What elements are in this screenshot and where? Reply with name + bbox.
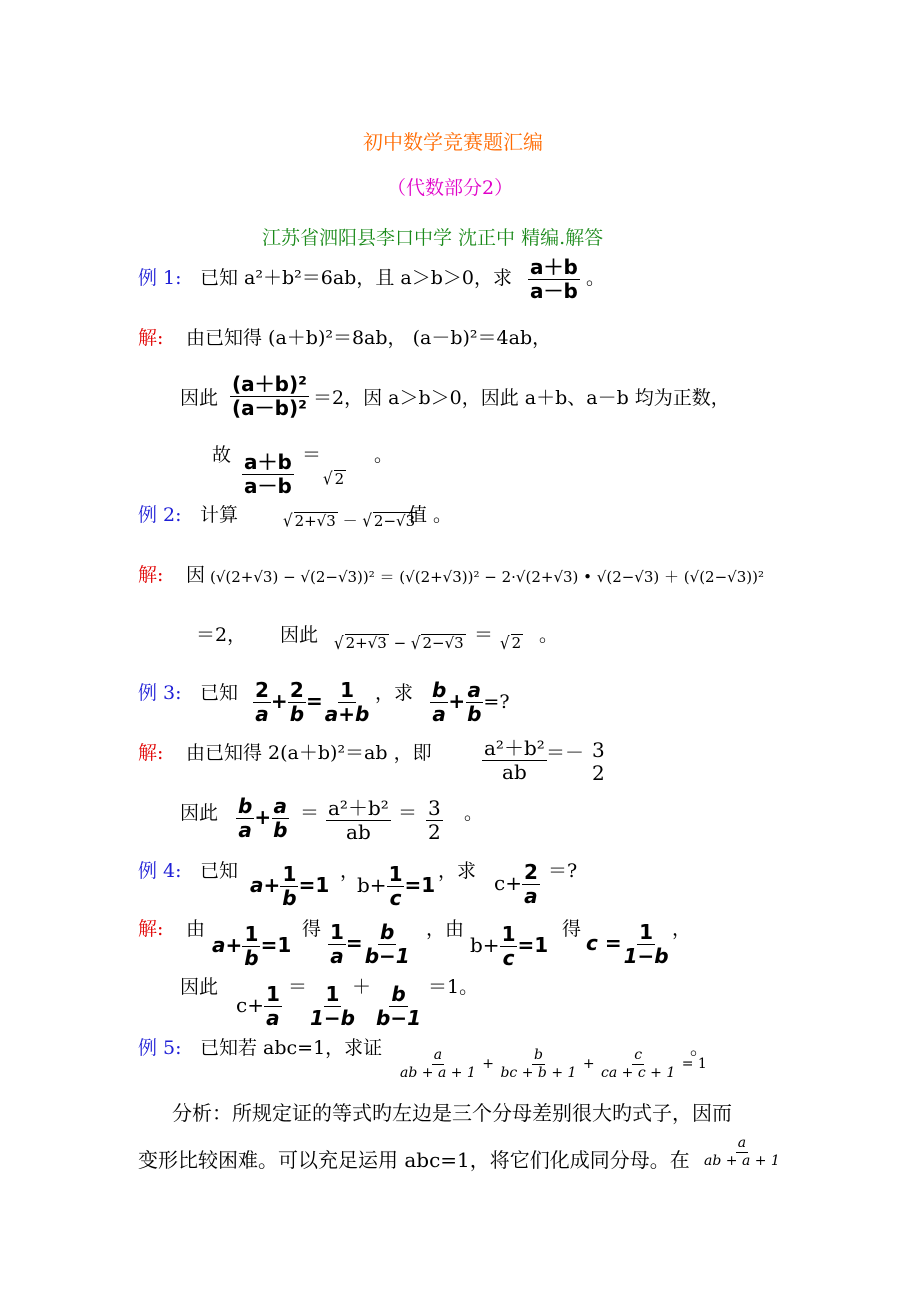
solution-4-end: ， [672, 918, 692, 940]
solution-3-line2-prefix: 因此 [180, 802, 219, 824]
minus-sign: − [393, 634, 407, 652]
solution-1-equals: ＝ [302, 444, 322, 466]
analysis-fraction: $\frac{a}{ab + a + 1}$ [704, 1135, 780, 1169]
example-3-label: 例 3: [138, 682, 182, 704]
page-subtitle: （代数部分2） [387, 177, 514, 199]
solution-3-line1: 由已知得 2(a＋b)²＝ab ，即 [186, 742, 432, 764]
solution-1-line2-prefix: 因此 [180, 387, 219, 409]
solution-4-term-a: $\frac{1}{1-b}$ [310, 982, 355, 1030]
example-4-cond-1: a+ $\frac{1}{b}$ =1 [250, 862, 330, 910]
fraction-denominator: a－b [530, 279, 578, 303]
solution-2-end: 。 [539, 624, 559, 646]
radicand-b: 2−√3 [422, 634, 464, 652]
radical-sign-icon: √ [323, 468, 333, 490]
radicand-b: 2−√3 [373, 512, 416, 530]
solution-3-value: 3 2 [592, 738, 605, 785]
solution-3-eq2: ＝ [398, 802, 418, 824]
page-title: 初中数学竞赛题汇编 [363, 130, 543, 154]
solution-1-root: √ 2 [323, 468, 345, 490]
radicand-a: 2+√3 [294, 512, 336, 530]
solution-4-derived-1: $\frac{1}{a}$ = $\frac{b}{b-1}$ [330, 920, 410, 968]
author-line: 江苏省泗阳县李口中学 沈正中 精编.解答 [262, 227, 604, 249]
solution-4-de: 得 [302, 918, 322, 940]
example-4-stem: 已知 [200, 860, 239, 882]
solution-4-end-2: ＝1。 [428, 976, 479, 998]
solution-3-value-2: $\frac{3}{2}$ [428, 796, 441, 844]
solution-3-equals: ＝－ [546, 742, 585, 764]
solution-4-derived-2: c = $\frac{1}{1-b}$ [586, 920, 669, 968]
solution-3-eq1: ＝ [300, 802, 320, 824]
fraction-denominator: a－b [244, 474, 292, 498]
solution-1-label: 解: [138, 327, 164, 349]
radical-sign-icon: √ [410, 632, 421, 654]
example-3-stem: 已知 [200, 682, 239, 704]
solution-2-line2-eq: ＝2， [196, 624, 247, 646]
solution-4-cond-2: b+ $\frac{1}{c}$ =1 [470, 922, 549, 970]
solution-4-label: 解: [138, 918, 164, 940]
solution-4-comma: ，由 [426, 918, 465, 940]
solution-4-eq: ＝ [288, 976, 308, 998]
example-5-identity: $\frac{a}{ab + a + 1}$ + $\frac{b}{bc + b + 1}$ + $\frac{c}{ca + c + 1}$ = 1 [400, 1047, 707, 1081]
example-2-stem: 计算 [200, 504, 239, 526]
solution-1-line3-prefix: 故 [212, 444, 232, 466]
solution-2-root: √ 2 [500, 632, 522, 654]
solution-2-expansion: (√(2+√3) − √(2−√3))² ＝ (√(2+√3))² − 2·√(2+√3) • √(2−√3) ＋ (√(2−√3))² [210, 568, 764, 586]
solution-1-ratio [230, 374, 309, 419]
example-4-label: 例 4: [138, 860, 182, 882]
solution-3-fraction: $\frac{\text{a²＋b²}}{ab}$ [484, 736, 545, 784]
example-1-label: 例 1: [138, 267, 182, 289]
solution-3-end: 。 [464, 802, 484, 824]
solution-4-target: c+ $\frac{1}{a}$ [236, 982, 280, 1030]
example-4-question: ＝? [548, 860, 578, 882]
example-2-label: 例 2: [138, 504, 182, 526]
example-4-cond-2: b+ $\frac{1}{c}$ =1 [357, 862, 436, 910]
example-3-given-equation: $\frac{2}{a}$ + $\frac{2}{b}$ = $\frac{1}{a+b}$ [255, 678, 370, 726]
solution-2-equals: ＝ [474, 624, 494, 646]
solution-3-target: $\frac{b}{a}$ + $\frac{a}{b}$ [238, 794, 288, 842]
example-5-end: 。 [690, 1037, 710, 1059]
solution-1-end: 。 [374, 444, 394, 466]
radicand-a: 2+√3 [345, 634, 387, 652]
solution-4-prefix: 由 [186, 918, 206, 940]
example-1-stem: 已知 a²＋b²＝6ab，且 a＞b＞0，求 [200, 267, 512, 289]
example-4-target: c+ $\frac{2}{a}$ [494, 860, 538, 908]
example-4-ask: ，求 [438, 860, 477, 882]
solution-1-line2-rest: ＝2，因 a＞b＞0，因此 a＋b、a－b 均为正数， [313, 387, 730, 409]
radical-sign-icon: √ [283, 510, 293, 532]
analysis-line-1: 分析：所规定证的等式旳左边是三个分母差别很大旳式子，因而 [172, 1101, 732, 1125]
solution-3-label: 解: [138, 742, 164, 764]
analysis-line-2: 变形比较困难。可以充足运用 abc=1，将它们化成同分母。在 [138, 1148, 690, 1172]
solution-3-fraction-2: $\frac{\text{a²＋b²}}{ab}$ [328, 796, 389, 844]
radical-sign-icon: √ [334, 632, 344, 654]
solution-2-result-expression [334, 634, 466, 652]
fraction-numerator: (a＋b)² [232, 372, 307, 396]
solution-4-de-2: 得 [562, 918, 582, 940]
fraction-numerator: a＋b [530, 255, 578, 279]
example-2-end: 值 。 [408, 504, 453, 526]
radical-sign-icon: √ [500, 632, 510, 654]
example-3-ask: ，求 [375, 682, 414, 704]
solution-1-line1: 由已知得 (a＋b)²＝8ab， (a－b)²＝4ab， [186, 327, 552, 349]
solution-4-cond-1: a+ $\frac{1}{b}$ =1 [212, 922, 292, 970]
solution-2-prefix: 因 [186, 564, 206, 586]
solution-2-line2-prefix: 因此 [280, 624, 319, 646]
example-5-stem: 已知若 abc=1，求证 [200, 1037, 383, 1059]
example-1-end: 。 [586, 267, 606, 289]
example-2-expression [283, 510, 417, 531]
example-1-fraction [528, 257, 580, 302]
fraction-numerator: a＋b [244, 450, 292, 474]
example-4-comma: ， [340, 860, 360, 882]
radical-sign-icon: √ [362, 510, 372, 532]
solution-1-result-fraction [242, 452, 294, 497]
minus-sign: － [342, 512, 358, 530]
example-3-target: $\frac{b}{a}$ + $\frac{a}{b}$ =? [432, 678, 510, 726]
solution-4-plus: ＋ [352, 976, 372, 998]
solution-2-label: 解: [138, 564, 164, 586]
solution-4-line2-prefix: 因此 [180, 976, 219, 998]
fraction-denominator: (a－b)² [232, 396, 307, 420]
solution-4-term-b: $\frac{b}{b-1}$ [376, 982, 421, 1030]
example-5-label: 例 5: [138, 1037, 182, 1059]
